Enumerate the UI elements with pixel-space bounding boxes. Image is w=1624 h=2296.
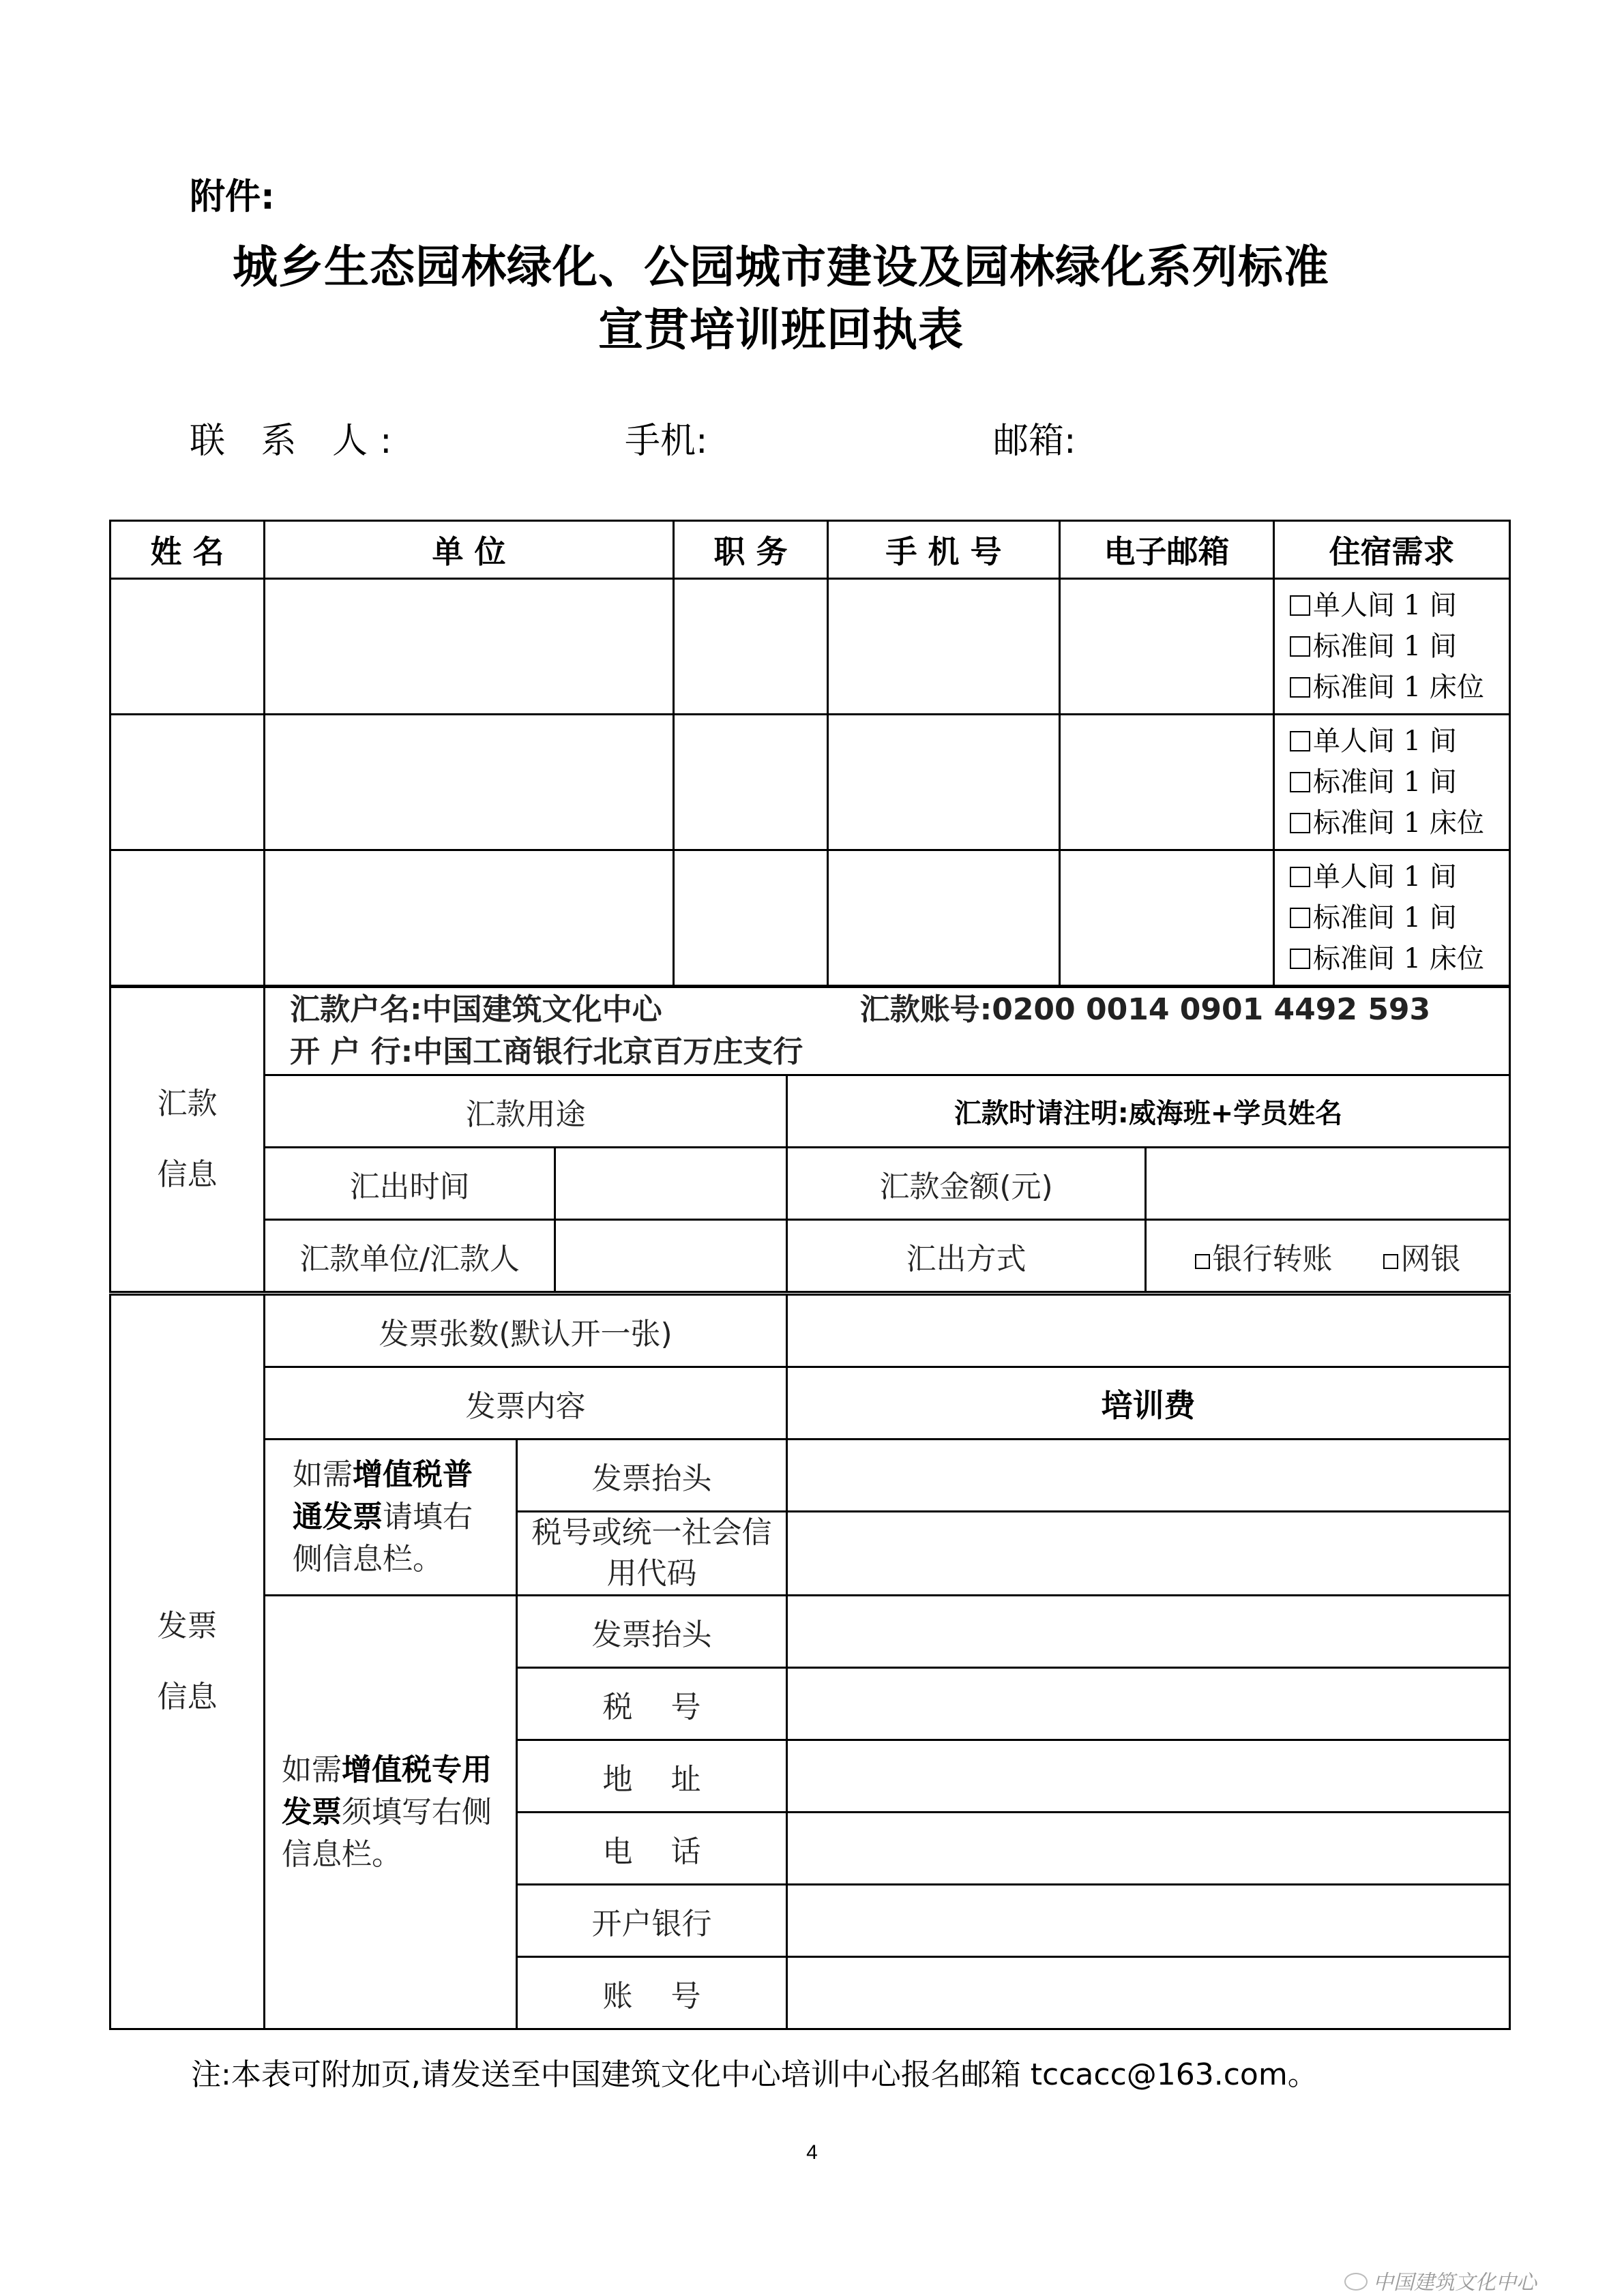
watermark: 中国建筑文化中心	[1344, 2265, 1537, 2295]
special-invoice-address-label: 地 址	[517, 1740, 787, 1813]
special-invoice-phone-label: 电 话	[517, 1813, 787, 1885]
mobile-cell[interactable]	[828, 579, 1060, 715]
special-invoice-taxid-label: 税 号	[517, 1668, 787, 1740]
attachment-label: 附件:	[190, 177, 275, 218]
purpose-label: 汇款用途	[265, 1075, 787, 1148]
payment-payer-row	[110, 1220, 1510, 1292]
lodging-option-bed[interactable]: 标准间 1 床位	[1290, 667, 1509, 708]
payment-section-label: 汇款 信息	[110, 987, 265, 1292]
checkbox-icon	[1290, 677, 1310, 698]
invoice-count-field[interactable]	[787, 1295, 1510, 1367]
checkbox-icon	[1290, 908, 1310, 928]
name-cell[interactable]	[110, 579, 265, 715]
position-cell[interactable]	[674, 579, 828, 715]
special-invoice-account-label: 账 号	[517, 1957, 787, 2029]
special-invoice-bank-field[interactable]	[787, 1885, 1510, 1957]
mobile-cell[interactable]	[828, 715, 1060, 850]
invoice-content-value: 培训费	[787, 1367, 1510, 1440]
payer-label: 汇款单位/汇款人	[265, 1220, 555, 1292]
checkbox-icon	[1195, 1254, 1210, 1269]
position-cell[interactable]	[674, 715, 828, 850]
invoice-table	[109, 1294, 1511, 2030]
logo-icon	[1344, 2273, 1368, 2291]
table-row	[110, 850, 1510, 986]
bank-name: 开 户 行:中国工商银行北京百万庄支行	[290, 1034, 803, 1069]
contact-phone-label: 手机:	[625, 421, 708, 462]
organization-cell[interactable]	[265, 850, 674, 986]
checkbox-icon	[1290, 731, 1310, 751]
header-name: 姓 名	[110, 521, 265, 579]
organization-cell[interactable]	[265, 715, 674, 850]
mobile-cell[interactable]	[828, 850, 1060, 986]
position-cell[interactable]	[674, 850, 828, 986]
email-cell[interactable]	[1060, 850, 1274, 986]
special-invoice-account-field[interactable]	[787, 1957, 1510, 2029]
checkbox-icon	[1383, 1254, 1398, 1269]
time-field[interactable]	[555, 1148, 787, 1220]
header-email: 电子邮箱	[1060, 521, 1274, 579]
header-organization: 单 位	[265, 521, 674, 579]
special-invoice-note: 如需增值税专用发票须填写右侧信息栏。	[265, 1596, 517, 2029]
normal-invoice-title-label: 发票抬头	[517, 1440, 787, 1512]
table-header-row	[110, 521, 1510, 579]
lodging-option-bed[interactable]: 标准间 1 床位	[1290, 938, 1509, 979]
email-cell[interactable]	[1060, 579, 1274, 715]
lodging-cell	[1274, 579, 1510, 715]
invoice-content-label: 发票内容	[265, 1367, 787, 1440]
email-cell[interactable]	[1060, 715, 1274, 850]
lodging-option-single[interactable]: 单人间 1 间	[1290, 585, 1509, 626]
purpose-value: 汇款时请注明:威海班+学员姓名	[787, 1075, 1510, 1148]
invoice-count-label: 发票张数(默认开一张)	[265, 1295, 787, 1367]
lodging-option-standard[interactable]: 标准间 1 间	[1290, 897, 1509, 938]
method-label: 汇出方式	[787, 1220, 1146, 1292]
amount-field[interactable]	[1146, 1148, 1510, 1220]
payment-account-info	[265, 987, 1510, 1075]
invoice-count-row	[110, 1295, 1510, 1367]
amount-label: 汇款金额(元)	[787, 1148, 1146, 1220]
special-invoice-taxid-field[interactable]	[787, 1668, 1510, 1740]
special-invoice-title-row	[110, 1596, 1510, 1668]
payment-table	[109, 986, 1511, 1293]
checkbox-icon	[1290, 867, 1310, 887]
lodging-option-standard[interactable]: 标准间 1 间	[1290, 626, 1509, 667]
checkbox-icon	[1290, 949, 1310, 969]
checkbox-icon	[1290, 772, 1310, 792]
page-number: 4	[806, 2141, 818, 2164]
method-online-option[interactable]: 网银	[1383, 1242, 1461, 1277]
lodging-cell	[1274, 715, 1510, 850]
payment-time-row	[110, 1148, 1510, 1220]
payer-field[interactable]	[555, 1220, 787, 1292]
special-invoice-phone-field[interactable]	[787, 1813, 1510, 1885]
method-bank-option[interactable]: 银行转账	[1195, 1242, 1333, 1277]
normal-invoice-title-field[interactable]	[787, 1440, 1510, 1512]
name-cell[interactable]	[110, 850, 265, 986]
normal-invoice-title-row	[110, 1440, 1510, 1512]
special-invoice-title-field[interactable]	[787, 1596, 1510, 1668]
header-mobile: 手 机 号	[828, 521, 1060, 579]
page-title: 城乡生态园林绿化、公园城市建设及园林绿化系列标准	[233, 240, 1329, 293]
invoice-section-label: 发票 信息	[110, 1295, 265, 2029]
normal-invoice-note: 如需增值税普通发票请填右侧信息栏。	[265, 1440, 517, 1596]
payment-purpose-row	[110, 1075, 1510, 1148]
lodging-option-single[interactable]: 单人间 1 间	[1290, 721, 1509, 762]
header-lodging: 住宿需求	[1274, 521, 1510, 579]
contact-email-label: 邮箱:	[993, 421, 1076, 462]
table-row	[110, 715, 1510, 850]
checkbox-icon	[1290, 636, 1310, 657]
organization-cell[interactable]	[265, 579, 674, 715]
normal-invoice-taxid-field[interactable]	[787, 1512, 1510, 1596]
normal-invoice-taxid-label: 税号或统一社会信用代码	[517, 1512, 787, 1596]
account-name: 汇款户名:中国建筑文化中心	[290, 992, 662, 1027]
contact-person-label: 联 系 人:	[190, 421, 404, 462]
header-position: 职 务	[674, 521, 828, 579]
lodging-option-single[interactable]: 单人间 1 间	[1290, 856, 1509, 897]
invoice-content-row	[110, 1367, 1510, 1440]
footnote: 注:本表可附加页,请发送至中国建筑文化中心培训中心报名邮箱 tccacc@163.com。	[191, 2057, 1318, 2092]
checkbox-icon	[1290, 813, 1310, 833]
lodging-option-standard[interactable]: 标准间 1 间	[1290, 762, 1509, 803]
time-label: 汇出时间	[265, 1148, 555, 1220]
checkbox-icon	[1290, 595, 1310, 616]
special-invoice-bank-label: 开户银行	[517, 1885, 787, 1957]
account-number: 汇款账号:0200 0014 0901 4492 593	[859, 992, 1431, 1027]
lodging-cell	[1274, 850, 1510, 986]
name-cell[interactable]	[110, 715, 265, 850]
special-invoice-title-label: 发票抬头	[517, 1596, 787, 1668]
payment-account-row	[110, 987, 1510, 1075]
lodging-option-bed[interactable]: 标准间 1 床位	[1290, 803, 1509, 844]
special-invoice-address-field[interactable]	[787, 1740, 1510, 1813]
attendee-table	[109, 520, 1511, 987]
table-row	[110, 579, 1510, 715]
method-options	[1146, 1220, 1510, 1292]
page-subtitle: 宣贯培训班回执表	[598, 303, 964, 356]
